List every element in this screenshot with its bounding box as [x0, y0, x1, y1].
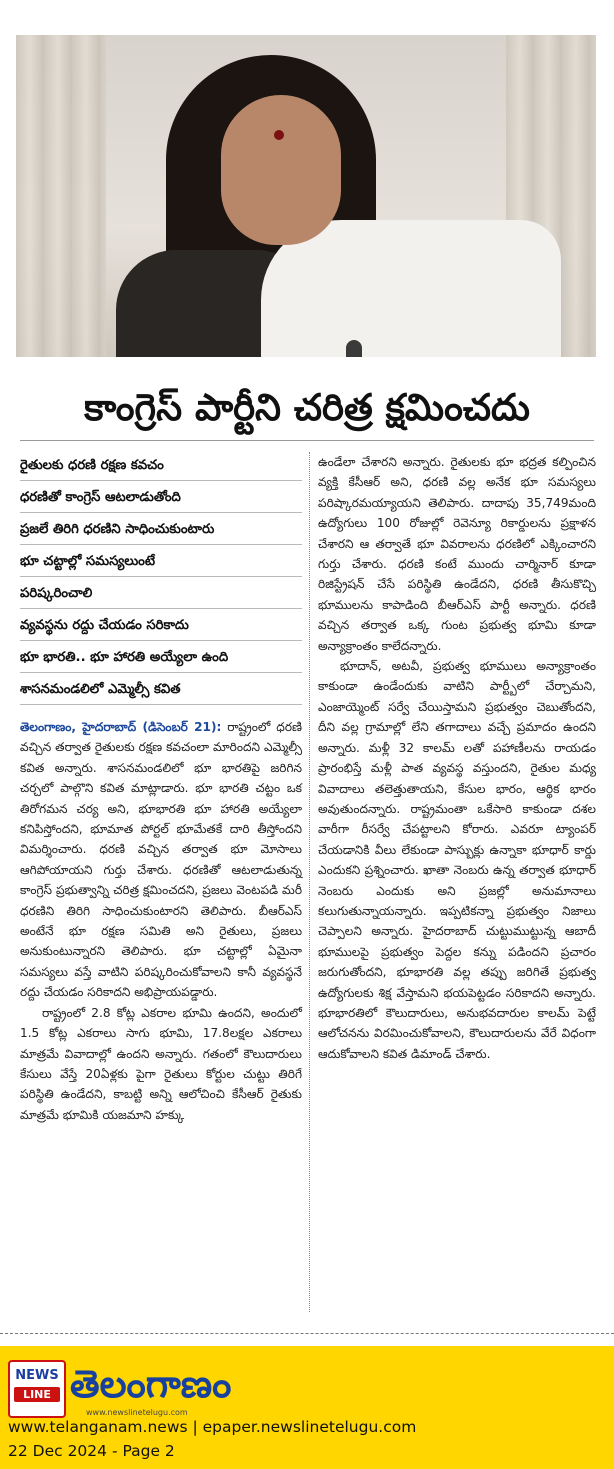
photo-face	[221, 95, 341, 245]
curtain-left	[16, 35, 106, 357]
footer-urls[interactable]: www.telanganam.news | epaper.newslinetelugu.com	[8, 1418, 417, 1436]
footer-banner	[0, 1346, 614, 1469]
article-headline: కాంగ్రెస్ పార్టీని చరిత్ర క్షమించదు	[84, 386, 530, 429]
highlight-item: భూ భారతి.. భూ హారతి అయ్యేలా ఉంది	[20, 644, 302, 673]
dateline: తెలంగాణం, హైదరాబాద్ (డిసెంబర్ 21):	[20, 720, 222, 734]
highlight-item: శాసనమండలిలో ఎమ్మెల్సీ కవిత	[20, 676, 302, 705]
photo-bindi	[274, 130, 284, 140]
highlight-item: రైతులకు ధరణి రక్షణ కవచం	[20, 452, 302, 481]
article-paragraph: రాష్ట్రంలో 2.8 కోట్ల ఎకరాల భూమి ఉందని, అందులో 1.5 కోట్ల ఎకరాలు సాగు భూమి, 17.8లక్షల ఎకరాలు మాత్రమే వివాదాల్లో ఉందని అన్నారు. గతంలో కౌలుదారులు కేసులు వేస్తే 20ఏళ్లకు పైగా రైతులు కోర్టుల చుట్టు తిరిగే పరిస్థితి ఉండేదని, కాబట్టి అన్ని ఆలోచించి కేసీఆర్ రైతుకు మాత్రమే భూమికి యజమాని హక్కు	[20, 1005, 302, 1122]
body-text: రాష్ట్రంలో ధరణి వచ్చిన తర్వాత రైతులకు రక్షణ కవచంలా మారిందని ఎమ్మెల్సీ కవిత అన్నారు. శాసనమండలిలో భూ భారతిపై జరిగిన చర్చలో పాల్గొని కవిత మాట్లాడారు. భూ భారతి చట్టం ఒక తిరోగమన చర్య అని, భూభారతి భూ హారతి అయ్యేలా కనిపిస్తోందని, భూమాత పోర్టల్ భూమేతకే దారి తీస్తోందని విమర్శించారు. ధరణి వచ్చిన తర్వాత భూ మోసాలు ఆగిపోయాయని గుర్తు చేశారు. ధరణితో ఆటలాడుతున్న కాంగ్రెస్ ప్రభుత్వాన్ని చరిత్ర క్షమించదని, ప్రజలు వెంటపడి మరీ ధరణిని తిరిగి సాధించుకుంటారని తెలిపారు. బీఆర్ఎస్ అంటేనే భూ రక్షణ సమితి అని రైతులు, ప్రజలు అనుకుంటున్నారని తెలిపారు. భూ చట్టాల్లో ఏమైనా సమస్యలు వస్తే వాటిని పరిష్కరించుకోవాలని కానీ వ్యవస్థనే రద్దు చేయడం సరికాదని అభిప్రాయపడ్డారు.	[20, 720, 302, 1000]
logo-text-top: NEWS	[15, 1368, 59, 1383]
microphone-icon	[346, 340, 362, 357]
highlight-item: భూ చట్టాల్లో సమస్యలుంటే	[20, 548, 302, 577]
article-paragraph: ఉండేలా చేశారని అన్నారు. రైతులకు భూ భద్రత కల్పించిన వ్యక్తి కేసీఆర్ అని, ధరణి వల్ల అనేక భూ సమస్యలు పరిష్కారమయ్యాయని తెలిపారు. దాదాపు 35,749మంది ఉద్యోగులు 100 రోజుల్లో రెవెన్యూ రికార్డులను ప్రక్షాళన చేశారని ఆ తర్వాతే భూ వివరాలను ధరణిలో ఎక్కించారని గుర్తు చేశారు. ధరణి కంటే ముందు చార్మినార్ కూడా రిజిస్ట్రేషన్ చేసే పరిస్థితి ఉండేదని, ధరణి తీసుకొచ్చి భూములను కాపాడింది బీఆర్ఎస్ పార్టీ అన్నారు. ధరణి వచ్చిన తర్వాత ఒక్క గుంట ప్రభుత్వ భూమి కూడా అన్యాక్రాంతం కాలేదన్నారు.	[318, 455, 596, 653]
logo-text-bottom: LINE	[14, 1387, 60, 1402]
brand-url: www.newslinetelugu.com	[86, 1408, 188, 1417]
article-photo	[16, 35, 596, 357]
left-column	[20, 452, 302, 1125]
highlight-item: ప్రజలే తిరిగి ధరణిని సాధించుకుంటారు	[20, 516, 302, 545]
highlights-list	[20, 452, 302, 705]
highlight-item: పరిష్కరించాలి	[20, 580, 302, 609]
footer-date-page: 22 Dec 2024 - Page 2	[8, 1442, 175, 1460]
article-paragraph	[20, 717, 302, 1003]
column-divider	[309, 452, 310, 1312]
right-column	[318, 452, 596, 1064]
newsline-logo	[8, 1360, 66, 1418]
brand-name: తెలంగాణం	[70, 1362, 232, 1406]
headline-rule	[20, 440, 594, 441]
page-divider	[0, 1333, 614, 1334]
highlight-item: వ్యవస్థను రద్దు చేయడం సరికాదు	[20, 612, 302, 641]
highlight-item: ధరణితో కాంగ్రెస్ ఆటలాడుతోంది	[20, 484, 302, 513]
article-paragraph: భూదాన్, అటవీ, ప్రభుత్వ భూములు అన్యాక్రాంతం కాకుండా ఉండేందుకు వాటిని పార్ట్బీలో చేర్చామని, ఎంజాయ్మెంట్ సర్వే చేయిస్తామని ప్రభుత్వం చెబుతోందని, దీని వల్ల గ్రామాల్లో లేని తగాదాలు వచ్చే ప్రమాదం ఉందని అన్నారు. మళ్లీ 32 కాలమ్ లతో పహాణీలను రాయడం ప్రారంభిస్తే మళ్లీ పాత వ్యవస్థ వస్తుందని, రైతుల మధ్య వివాదాలు తలెత్తుతాయని, కేసుల భారం, ఆర్థిక భారం అవుతుందన్నారు. రాష్ట్రమంతా ఒకేసారి కాకుండా దశల వారీగా రీసర్వే చేపట్టాలని కోరారు. ఎవరూ ట్యాంపర్ చేయడానికి వీలు లేకుండా పాస్బుక్లు ఉన్నాకా భూధార్ కార్డు ఎందుకని ప్రశ్నించారు. ఖాతా నెంబరు ఉన్న తర్వాత భూధార్ నెంబరు ఎందుకు అని ప్రజల్లో అనుమానాలు కలుగుతున్నాయన్నారు. ఇప్పటికన్నా ప్రభుత్వం నిజాలు చెప్పాలని అన్నారు. హైదరాబాద్ చుట్టుముట్టున్న ఆబాదీ భూములపై ప్రభుత్వం పెద్దల కన్ను పడిందని ప్రచారం జరుగుతోందని, భూభారతి వల్ల తప్పు జరిగితే ప్రభుత్వ ఉద్యోగులకు శిక్ష వేస్తామని భయపెట్టడం సరికాదని అన్నారు. భూభారతిలో కౌలుదారులు, అనుభవదారుల కాలమ్ పెట్టే ఆలోచనను విరమించుకోవాలని, కౌలుదారులను వేరే విధంగా ఆదుకోవాలని కవిత డిమాండ్ చేశారు.	[318, 659, 596, 1061]
